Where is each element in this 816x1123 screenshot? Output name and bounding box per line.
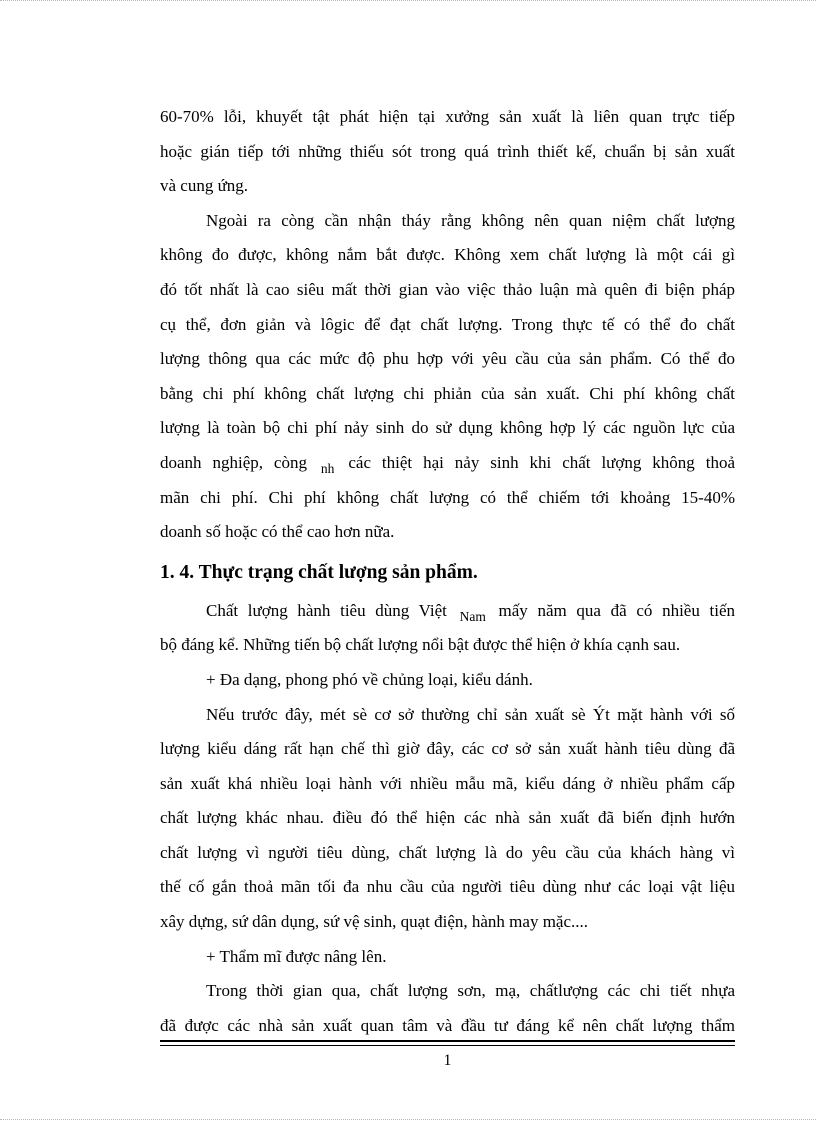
section-heading: 1. 4. Thực trạng chất lượng sản phẩm.: [160, 561, 478, 583]
text-line: chất lượng khác nhau. điều đó thể hiện các nhà sản xuất đã biến định hướn: [160, 808, 735, 828]
subscript-fragment: Nam: [459, 608, 486, 624]
text-line: đã được các nhà sản xuất quan tâm và đầu tư đáng kể nên chất lượng thẩm: [160, 1015, 735, 1035]
paragraph-5: [160, 974, 735, 1043]
text-line: không đo được, không nắm bắt được. Không xem chất lượng là một cái gì: [160, 245, 735, 265]
text-line: [160, 594, 735, 629]
text-line: Nếu trước đây, mét sè cơ sở thường chỉ sản xuất sè Ýt mặt hành với số: [206, 704, 735, 724]
bullet-item: + Đa dạng, phong phó về chủng loại, kiểu dánh.: [206, 669, 533, 689]
text-line: lượng là toàn bộ chi phí nảy sinh do sử dụng không hợp lý các nguồn lực của: [160, 418, 735, 438]
text-fragment: mấy năm qua đã có nhiều tiến: [498, 600, 736, 620]
text-line: doanh số hoặc có thể cao hơn nữa.: [160, 522, 395, 542]
page-bottom-border: [0, 1119, 816, 1120]
text-line: và cung ứng.: [160, 176, 249, 196]
text-line: 60-70% lỗi, khuyết tật phát hiện tại xưởng sản xuất là liên quan trực tiếp: [160, 107, 735, 126]
subscript-fragment: nh: [320, 460, 335, 476]
text-fragment: các thiệt hại nảy sinh khi chất lượng không thoả: [348, 452, 736, 472]
footer-rule-thick: [160, 1040, 735, 1042]
text-line: thế cố gắn thoả mãn tối đa nhu cầu của người tiêu dùng như các loại vật liệu: [160, 877, 735, 897]
text-line: Trong thời gian qua, chất lượng sơn, mạ, chấtlượng các chi tiết nhựa: [206, 981, 735, 1001]
footer-rule-thin: [160, 1045, 735, 1046]
text-line: chất lượng vì người tiêu dùng, chất lượng là do yêu cầu của khách hàng vì: [160, 842, 735, 862]
page-top-border: [0, 0, 816, 1]
text-line: đó tốt nhất là cao siêu mất thời gian vào việc thảo luận mà quên đi biện pháp: [160, 279, 735, 299]
text-line: xây dựng, sứ dân dụng, sứ vệ sinh, quạt điện, hành may mặc....: [160, 912, 589, 932]
text-line: bộ đáng kể. Những tiến bộ chất lượng nổi bật được thể hiện ở khía cạnh sau.: [160, 635, 681, 655]
text-line: bằng chi phí không chất lượng chi phiản của sản xuất. Chi phí không chất: [160, 383, 735, 403]
text-fragment: Chất lượng hành tiêu dùng Việt: [206, 600, 447, 620]
document-body: [160, 100, 735, 1043]
text-line: lượng thông qua các mức độ phu hợp với yêu cầu của sản phẩm. Có thể đo: [160, 349, 735, 369]
page-number: 1: [443, 1052, 452, 1069]
text-line: cụ thể, đơn giản và lôgic để đạt chất lượng. Trong thực tế có thể đo chất: [160, 314, 735, 334]
paragraph-4: [160, 698, 735, 940]
text-line: sản xuất khá nhiều loại hành với nhiều mẫu mã, kiểu dáng ở nhiều phẩm cấp: [160, 773, 735, 793]
paragraph-3: [160, 594, 735, 663]
paragraph-1: [160, 100, 735, 204]
text-line: lượng kiểu dáng rất hạn chế thì giờ đây, các cơ sở sản xuất hành tiêu dùng đã: [160, 739, 735, 759]
text-line: hoặc gián tiếp tới những thiếu sót trong quá trình thiết kế, chuẩn bị sản xuất: [160, 141, 735, 161]
paragraph-2: [160, 204, 735, 550]
text-line: mãn chi phí. Chi phí không chất lượng có thể chiếm tới khoảng 15-40%: [160, 487, 735, 507]
bullet-item: + Thẩm mĩ được nâng lên.: [206, 946, 387, 966]
text-line: [160, 446, 735, 481]
text-fragment: doanh nghiệp, còng: [160, 452, 307, 472]
text-line: Ngoài ra còng cần nhận tháy rằng không nên quan niệm chất lượng: [206, 210, 735, 230]
